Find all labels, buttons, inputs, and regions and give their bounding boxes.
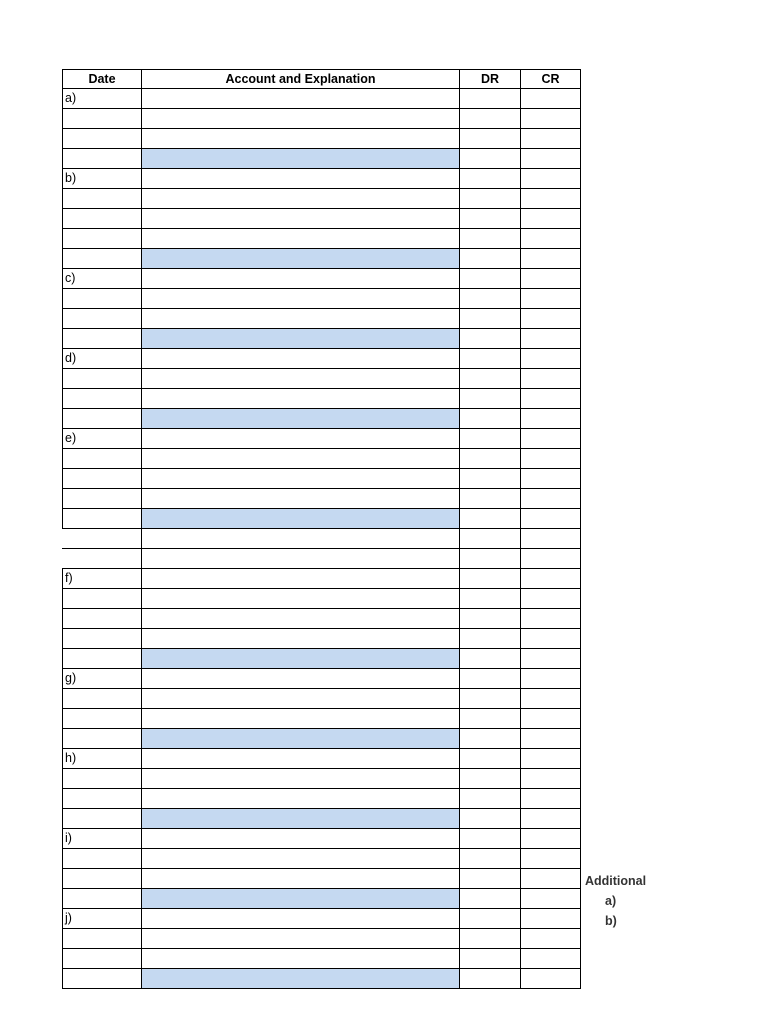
date-cell[interactable] [62,249,141,269]
table-row [62,909,581,929]
table-row [62,189,581,209]
table-row [62,569,581,589]
dr-cell[interactable] [459,589,520,609]
dr-cell[interactable] [459,649,520,669]
cr-cell[interactable] [520,829,581,849]
account-cell[interactable] [141,469,459,489]
table-row [62,629,581,649]
cr-cell[interactable] [520,89,581,109]
table-row [62,289,581,309]
header-dr: DR [459,69,520,89]
dr-cell[interactable] [459,169,520,189]
account-cell[interactable] [141,829,459,849]
dr-cell[interactable] [459,529,520,549]
date-cell[interactable] [62,389,141,409]
dr-cell[interactable] [459,809,520,829]
date-cell[interactable] [62,129,141,149]
dr-cell[interactable] [459,729,520,749]
dr-cell[interactable] [459,689,520,709]
account-total-cell[interactable] [141,889,459,909]
header-account-explanation: Account and Explanation [141,69,459,89]
dr-cell[interactable] [459,369,520,389]
account-cell[interactable] [141,429,459,449]
dr-cell[interactable] [459,329,520,349]
dr-cell[interactable] [459,129,520,149]
account-cell[interactable] [141,369,459,389]
account-total-cell[interactable] [141,149,459,169]
cr-cell[interactable] [520,429,581,449]
cr-cell[interactable] [520,209,581,229]
header-date: Date [62,69,141,89]
account-cell[interactable] [141,949,459,969]
account-cell[interactable] [141,629,459,649]
cr-cell[interactable] [520,289,581,309]
table-row [62,589,581,609]
date-cell[interactable] [62,889,141,909]
table-row [62,809,581,829]
dr-cell[interactable] [459,709,520,729]
account-cell[interactable] [141,709,459,729]
account-cell[interactable] [141,189,459,209]
dr-cell[interactable] [459,929,520,949]
dr-cell[interactable] [459,349,520,369]
table-row [62,249,581,269]
account-total-cell[interactable] [141,649,459,669]
entry-label-cell[interactable]: j) [62,909,141,929]
cr-cell[interactable] [520,309,581,329]
dr-cell[interactable] [459,669,520,689]
cr-cell[interactable] [520,389,581,409]
account-total-cell[interactable] [141,809,459,829]
cr-cell[interactable] [520,369,581,389]
cr-cell[interactable] [520,189,581,209]
table-row [62,409,581,429]
account-cell[interactable] [141,549,459,569]
cr-cell[interactable] [520,669,581,689]
dr-cell[interactable] [459,109,520,129]
table-row [62,889,581,909]
date-cell[interactable] [62,949,141,969]
date-cell[interactable] [62,529,141,549]
entry-label-cell[interactable]: h) [62,749,141,769]
cr-cell[interactable] [520,869,581,889]
account-cell[interactable] [141,209,459,229]
dr-cell[interactable] [459,749,520,769]
date-cell[interactable] [62,189,141,209]
table-row [62,429,581,449]
cr-cell[interactable] [520,749,581,769]
cr-cell[interactable] [520,949,581,969]
entry-label-cell[interactable]: b) [62,169,141,189]
dr-cell[interactable] [459,789,520,809]
table-row [62,349,581,369]
account-cell[interactable] [141,689,459,709]
table-row [62,509,581,529]
account-cell[interactable] [141,289,459,309]
cr-cell[interactable] [520,769,581,789]
dr-cell[interactable] [459,909,520,929]
journal-entry-table [62,69,581,989]
account-cell[interactable] [141,769,459,789]
table-row [62,209,581,229]
cr-cell[interactable] [520,569,581,589]
account-total-cell[interactable] [141,329,459,349]
cr-cell[interactable] [520,409,581,429]
table-row [62,149,581,169]
dr-cell[interactable] [459,969,520,989]
cr-cell[interactable] [520,109,581,129]
dr-cell[interactable] [459,889,520,909]
entry-label-cell[interactable]: a) [62,89,141,109]
date-cell[interactable] [62,229,141,249]
cr-cell[interactable] [520,689,581,709]
additional-note-item: a) [605,894,617,908]
account-cell[interactable] [141,449,459,469]
account-cell[interactable] [141,929,459,949]
cr-cell[interactable] [520,469,581,489]
cr-cell[interactable] [520,929,581,949]
table-row [62,769,581,789]
dr-cell[interactable] [459,249,520,269]
dr-cell[interactable] [459,269,520,289]
account-cell[interactable] [141,909,459,929]
entry-label-cell[interactable]: c) [62,269,141,289]
table-row [62,489,581,509]
table-row [62,649,581,669]
cr-cell[interactable] [520,169,581,189]
account-cell[interactable] [141,569,459,589]
entry-label-cell[interactable]: e) [62,429,141,449]
date-cell[interactable] [62,209,141,229]
date-cell[interactable] [62,469,141,489]
table-row [62,669,581,689]
dr-cell[interactable] [459,769,520,789]
account-cell[interactable] [141,489,459,509]
cr-cell[interactable] [520,229,581,249]
table-row [62,89,581,109]
table-row [62,469,581,489]
cr-cell[interactable] [520,329,581,349]
table-row [62,749,581,769]
additional-note-item: b) [605,914,617,928]
cr-cell[interactable] [520,349,581,369]
date-cell[interactable] [62,649,141,669]
account-cell[interactable] [141,129,459,149]
additional-notes-title: Additional [585,874,647,888]
cr-cell[interactable] [520,909,581,929]
entry-label-cell[interactable]: f) [62,569,141,589]
date-cell[interactable] [62,109,141,129]
cr-cell[interactable] [520,509,581,529]
account-cell[interactable] [141,309,459,329]
account-cell[interactable] [141,609,459,629]
date-cell[interactable] [62,369,141,389]
table-row [62,389,581,409]
account-cell[interactable] [141,229,459,249]
date-cell[interactable] [62,709,141,729]
dr-cell[interactable] [459,509,520,529]
account-cell[interactable] [141,109,459,129]
table-row [62,729,581,749]
cr-cell[interactable] [520,549,581,569]
table-row [62,829,581,849]
dr-cell[interactable] [459,409,520,429]
dr-cell[interactable] [459,429,520,449]
table-row [62,169,581,189]
cr-cell[interactable] [520,629,581,649]
dr-cell[interactable] [459,229,520,249]
table-row [62,709,581,729]
cr-cell[interactable] [520,969,581,989]
table-row [62,789,581,809]
account-cell[interactable] [141,389,459,409]
dr-cell[interactable] [459,469,520,489]
entry-label-cell[interactable]: g) [62,669,141,689]
cr-cell[interactable] [520,269,581,289]
dr-cell[interactable] [459,949,520,969]
account-cell[interactable] [141,349,459,369]
account-cell[interactable] [141,589,459,609]
dr-cell[interactable] [459,629,520,649]
cr-cell[interactable] [520,529,581,549]
account-total-cell[interactable] [141,729,459,749]
dr-cell[interactable] [459,569,520,589]
dr-cell[interactable] [459,89,520,109]
table-row [62,229,581,249]
account-cell[interactable] [141,269,459,289]
table-row [62,369,581,389]
entry-label-cell[interactable]: d) [62,349,141,369]
dr-cell[interactable] [459,549,520,569]
date-cell[interactable] [62,969,141,989]
dr-cell[interactable] [459,449,520,469]
dr-cell[interactable] [459,609,520,629]
table-row [62,109,581,129]
table-row [62,529,581,549]
dr-cell[interactable] [459,869,520,889]
date-cell[interactable] [62,409,141,429]
table-header-row [62,69,581,89]
cr-cell[interactable] [520,789,581,809]
date-cell[interactable] [62,449,141,469]
date-cell[interactable] [62,789,141,809]
cr-cell[interactable] [520,489,581,509]
account-total-cell[interactable] [141,509,459,529]
cr-cell[interactable] [520,849,581,869]
date-cell[interactable] [62,629,141,649]
date-cell[interactable] [62,329,141,349]
account-cell[interactable] [141,169,459,189]
date-cell[interactable] [62,849,141,869]
account-total-cell[interactable] [141,409,459,429]
date-cell[interactable] [62,309,141,329]
cr-cell[interactable] [520,889,581,909]
table-body [62,89,581,989]
dr-cell[interactable] [459,309,520,329]
dr-cell[interactable] [459,289,520,309]
dr-cell[interactable] [459,489,520,509]
cr-cell[interactable] [520,249,581,269]
date-cell[interactable] [62,869,141,889]
cr-cell[interactable] [520,729,581,749]
account-cell[interactable] [141,789,459,809]
dr-cell[interactable] [459,209,520,229]
cr-cell[interactable] [520,649,581,669]
dr-cell[interactable] [459,829,520,849]
entry-label-cell[interactable]: i) [62,829,141,849]
date-cell[interactable] [62,509,141,529]
dr-cell[interactable] [459,189,520,209]
cr-cell[interactable] [520,609,581,629]
dr-cell[interactable] [459,149,520,169]
date-cell[interactable] [62,589,141,609]
cr-cell[interactable] [520,149,581,169]
date-cell[interactable] [62,489,141,509]
table-row [62,449,581,469]
table-row [62,969,581,989]
date-cell[interactable] [62,549,141,569]
account-cell[interactable] [141,849,459,869]
table-row [62,949,581,969]
account-cell[interactable] [141,89,459,109]
additional-notes [585,872,768,932]
table-row [62,929,581,949]
account-cell[interactable] [141,669,459,689]
date-cell[interactable] [62,289,141,309]
cr-cell[interactable] [520,449,581,469]
cr-cell[interactable] [520,129,581,149]
table-row [62,689,581,709]
date-cell[interactable] [62,729,141,749]
table-row [62,129,581,149]
date-cell[interactable] [62,689,141,709]
account-total-cell[interactable] [141,969,459,989]
cr-cell[interactable] [520,589,581,609]
table-row [62,849,581,869]
account-cell[interactable] [141,749,459,769]
dr-cell[interactable] [459,389,520,409]
cr-cell[interactable] [520,809,581,829]
account-cell[interactable] [141,529,459,549]
table-row [62,269,581,289]
cr-cell[interactable] [520,709,581,729]
date-cell[interactable] [62,149,141,169]
date-cell[interactable] [62,609,141,629]
date-cell[interactable] [62,809,141,829]
account-total-cell[interactable] [141,249,459,269]
date-cell[interactable] [62,769,141,789]
date-cell[interactable] [62,929,141,949]
header-cr: CR [520,69,581,89]
table-row [62,609,581,629]
table-row [62,869,581,889]
table-row [62,309,581,329]
table-row [62,549,581,569]
dr-cell[interactable] [459,849,520,869]
table-row [62,329,581,349]
account-cell[interactable] [141,869,459,889]
